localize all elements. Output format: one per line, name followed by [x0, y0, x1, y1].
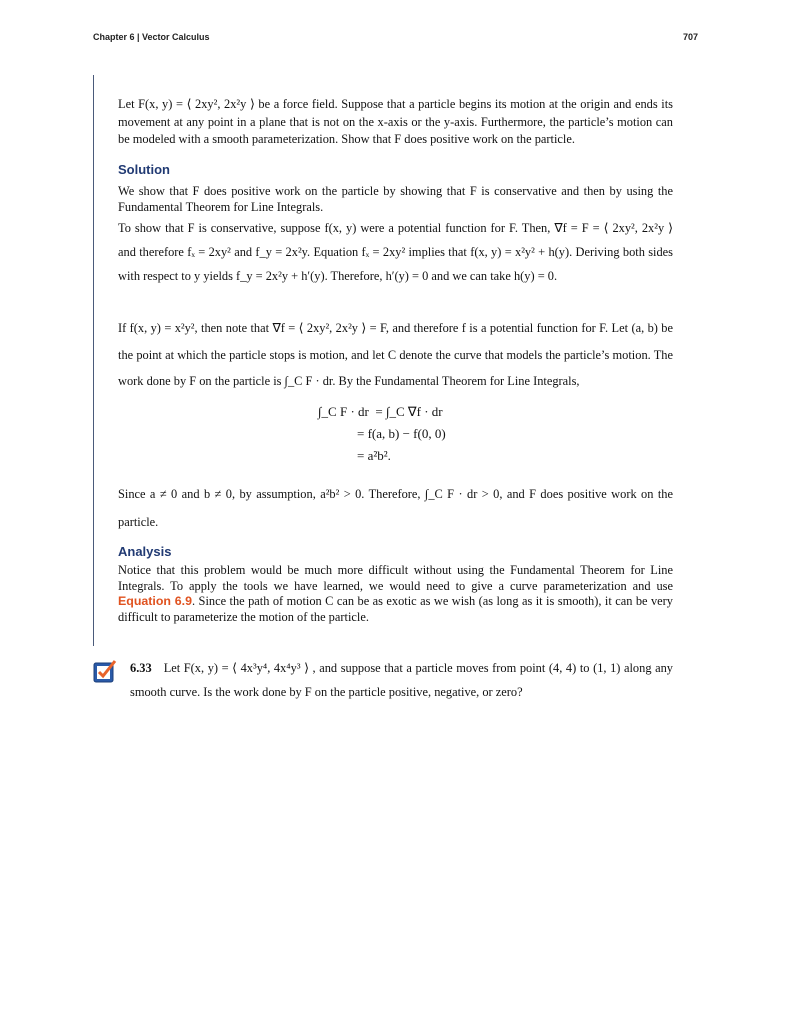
chapter-header: Chapter 6 | Vector Calculus — [93, 32, 210, 42]
page-number: 707 — [683, 32, 699, 42]
example-problem — [118, 96, 673, 149]
equation-6-9-link[interactable]: Equation 6.9 — [118, 594, 193, 608]
analysis-text — [118, 563, 673, 625]
checkpoint-exercise — [130, 656, 673, 704]
exercise-number: 6.33 — [130, 661, 152, 675]
analysis-text-after: . Since the path of motion C can be as exotic as we wish (as long as it is smooth), it can be very difficult to parameterize the motion of the particle. — [118, 594, 673, 624]
exercise-text: Let F(x, y) = ⟨ 4x³y⁴, 4x⁴y³ ⟩ , and suppose that a particle moves from point (4, 4) to (1, 1) along any smooth curve. Is the work done by F on the particle positive, negative, or zero? — [130, 661, 673, 699]
analysis-text-before: Notice that this problem would be much more difficult without using the Fundamental Theorem for Line Integrals. To apply the tools we have learned, we would need to give a curve parameterization and use — [118, 563, 673, 593]
solution-paragraph-4 — [118, 480, 673, 536]
solution-paragraph-1 — [118, 183, 673, 215]
analysis-paragraph — [118, 563, 673, 625]
equation-line-3: = a²b². — [318, 448, 391, 463]
solution-heading: Solution — [118, 162, 170, 177]
solution-paragraph-3 — [118, 315, 673, 395]
equation-line-1: ∫_C F · dr = ∫_C ∇f · dr — [318, 404, 443, 419]
solution-text-4: Since a ≠ 0 and b ≠ 0, by assumption, a²b² > 0. Therefore, ∫_C F · dr > 0, and F does positive work on the particle. — [118, 487, 673, 529]
checkpoint-icon — [93, 659, 117, 683]
solution-text-2: To show that F is conservative, suppose f(x, y) were a potential function for F. Then, ∇f = F = ⟨ 2xy², 2x²y ⟩ and therefore fₓ = 2xy² and f_y = 2x²y. Equation fₓ = 2xy² implies that f(x, y) = x²y² + h(y). Deriving both sides with respect to y yields f_y = 2x²y + h′(y). Therefore, h′(y) = 0 and we can take h(y) = 0. — [118, 221, 673, 283]
problem-text: Let F(x, y) = ⟨ 2xy², 2x²y ⟩ be a force field. Suppose that a particle begins its motion at the origin and ends its movement at any point in a plane that is not on the x-axis or the y-axis. Furthermore, the particle’s motion can be modeled with a smooth parameterization. Show that F does positive work on the particle. — [118, 97, 673, 146]
solution-text-1: We show that F does positive work on the particle by showing that F is conservative and then by using the Fundamental Theorem for Line Integrals. — [118, 184, 673, 214]
solution-paragraph-2 — [118, 216, 673, 288]
analysis-heading: Analysis — [118, 544, 172, 559]
example-border — [93, 75, 94, 646]
display-equation — [318, 401, 446, 467]
solution-text-3: If f(x, y) = x²y², then note that ∇f = ⟨ 2xy², 2x²y ⟩ = F, and therefore f is a potential function for F. Let (a, b) be the point at which the particle stops is motion, and let C denote the curve that models the particle’s motion. The work done by F on the particle is ∫_C F · dr. By the Fundamental Theorem for Line Integrals, — [118, 321, 673, 388]
equation-line-2: = f(a, b) − f(0, 0) — [318, 426, 446, 441]
